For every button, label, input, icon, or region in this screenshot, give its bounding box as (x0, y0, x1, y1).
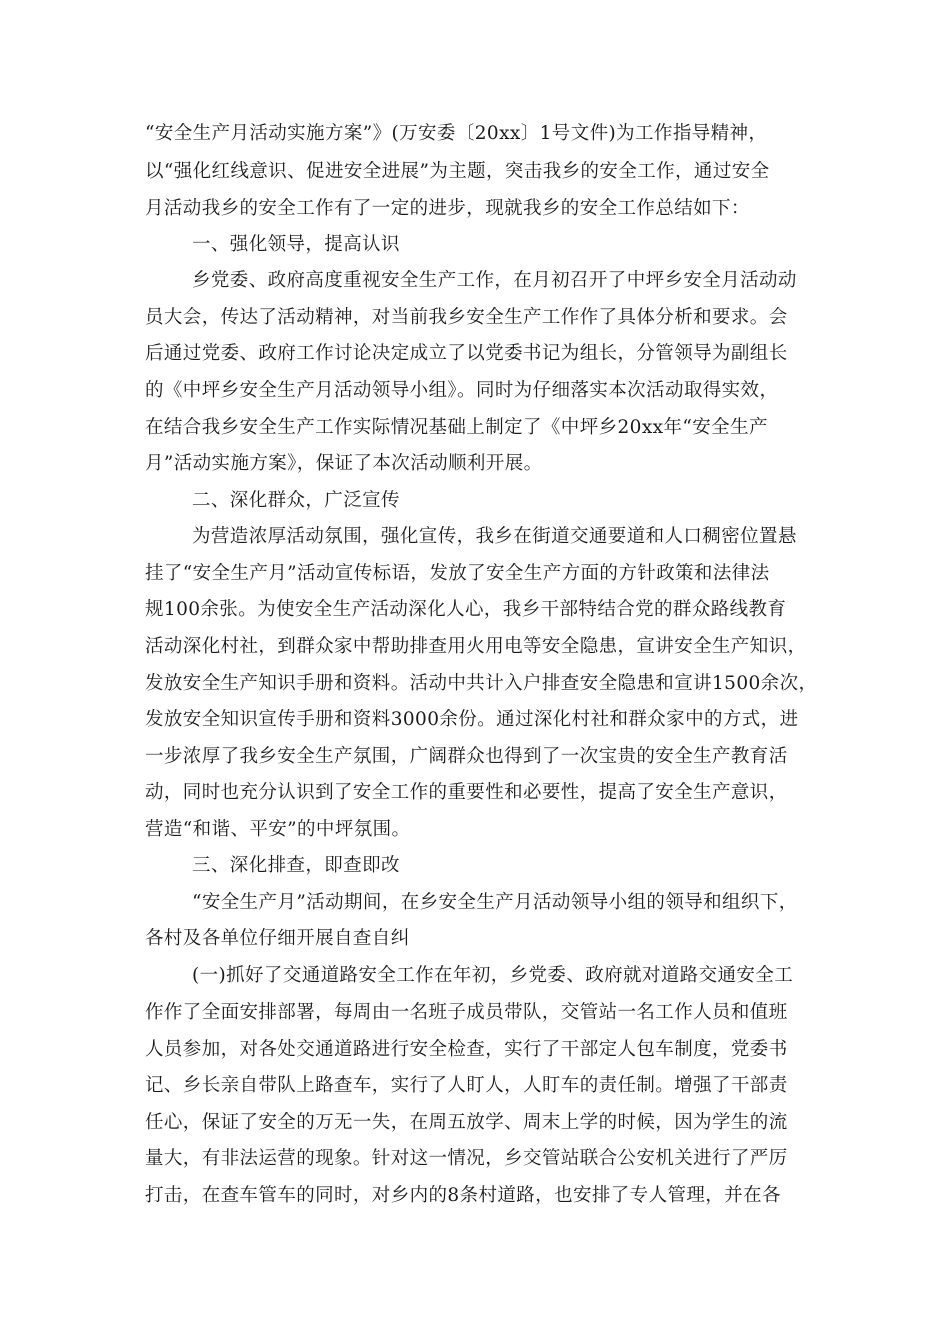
section-heading: 三、深化排查，即查即改 (192, 855, 400, 876)
text-line: 任心，保证了安全的万无一失，在周五放学、周末上学的时候，因为学生的流 (145, 1112, 788, 1133)
text-line: 为营造浓厚活动氛围，强化宣传，我乡在街道交通要道和人口稠密位置悬 (192, 526, 797, 547)
text-line: 乡党委、政府高度重视安全生产工作，在月初召开了中坪乡安全月活动动 (192, 270, 797, 291)
text-line: 在结合我乡安全生产工作实际情况基础上制定了《中坪乡20xx年“安全生产 (145, 417, 768, 438)
text-line: 记、乡长亲自带队上路查车，实行了人盯人，人盯车的责任制。增强了干部责 (145, 1075, 788, 1096)
text-line: “安全生产月”活动期间，在乡安全生产月活动领导小组的领导和组织下， (192, 892, 798, 913)
text-line: 打击，在查车管车的同时，对乡内的8条村道路，也安排了专人管理，并在各 (145, 1185, 781, 1206)
text-line: “安全生产月活动实施方案”》(万安委〔20xx〕1号文件)为工作指导精神， (145, 123, 768, 144)
text-line: 一步浓厚了我乡安全生产氛围，广阔群众也得到了一次宝贵的安全生产教育活 (145, 746, 788, 767)
section-heading: 二、深化群众，广泛宣传 (192, 490, 400, 511)
text-line: 人员参加，对各处交通道路进行安全检查，实行了干部定人包车制度，党委书 (145, 1039, 788, 1060)
text-line: 作作了全面安排部署，每周由一名班子成员带队，交管站一名工作人员和值班 (145, 1002, 788, 1023)
text-line: 各村及各单位仔细开展自查自纠 (145, 928, 410, 949)
text-line: 动，同时也充分认识到了安全工作的重要性和必要性，提高了安全生产意识， (145, 782, 788, 803)
text-line: 月”活动实施方案》，保证了本次活动顺利开展。 (145, 453, 543, 474)
text-line: 活动深化村社，到群众家中帮助排查用火用电等安全隐患，宣讲安全生产知识， (145, 636, 807, 657)
text-line: 的《中坪乡安全生产月活动领导小组》。同时为仔细落实本次活动取得实效， (145, 380, 779, 401)
text-line: 发放安全生产知识手册和资料。活动中共计入户排查安全隐患和宣讲1500余次， (145, 673, 818, 694)
text-line: 量大，有非法运营的现象。针对这一情况，乡交管站联合公安机关进行了严厉 (145, 1148, 788, 1169)
text-line: 挂了“安全生产月”活动宣传标语，发放了安全生产方面的方针政策和法律法 (145, 563, 770, 584)
section-heading: 一、强化领导，提高认识 (192, 234, 400, 255)
text-line: 后通过党委、政府工作讨论决定成立了以党委书记为组长，分管领导为副组长 (145, 343, 788, 364)
text-line: 营造“和谐、平安”的中坪氛围。 (145, 819, 411, 840)
text-line: 月活动我乡的安全工作有了一定的进步，现就我乡的安全工作总结如下： (145, 198, 750, 219)
text-line: (一)抓好了交通道路安全工作在年初，乡党委、政府就对道路交通安全工 (192, 965, 794, 986)
text-line: 规100余张。为使安全生产活动深化人心，我乡干部特结合党的群众路线教育 (145, 599, 787, 620)
text-line: 以“强化红线意识、促进安全进展”为主题，突击我乡的安全工作，通过安全 (145, 161, 770, 182)
text-line: 员大会，传达了活动精神，对当前我乡安全生产工作作了具体分析和要求。会 (145, 307, 788, 328)
text-line: 发放安全知识宣传手册和资料3000余份。通过深化村社和群众家中的方式，进 (145, 709, 799, 730)
